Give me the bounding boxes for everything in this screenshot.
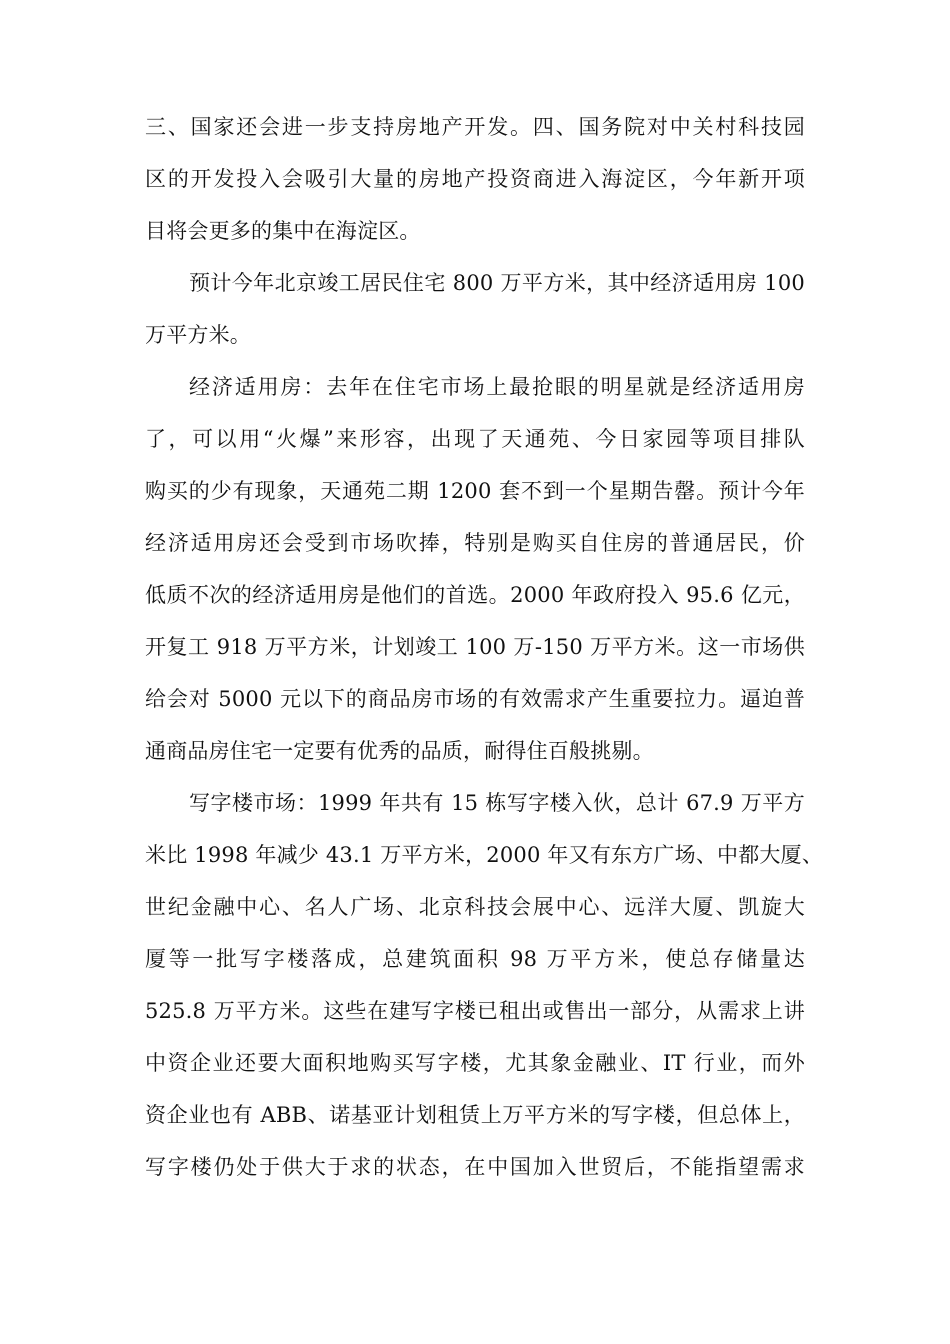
paragraph-line: 米比 1998 年减少 43.1 万平方米，2000 年又有东方广场、中都大厦、 [145,843,824,867]
paragraph-line: 预计今年北京竣工居民住宅 800 万平方米，其中经济适用房 100 [189,271,805,295]
paragraph-line: 通商品房住宅一定要有优秀的品质，耐得住百般挑剔。 [145,739,654,763]
paragraph-line: 区的开发投入会吸引大量的房地产投资商进入海淀区，今年新开项 [145,167,805,191]
paragraph-line: 了，可以用“火爆”来形容，出现了天通苑、今日家园等项目排队 [145,427,805,451]
paragraph-line: 厦等一批写字楼落成，总建筑面积 98 万平方米，使总存储量达 [145,947,805,971]
paragraph-line: 万平方米。 [145,323,251,347]
paragraph-line: 525.8 万平方米。这些在建写字楼已租出或售出一部分，从需求上讲 [145,999,805,1023]
paragraph-line: 写字楼仍处于供大于求的状态，在中国加入世贸后，不能指望需求 [145,1155,805,1179]
paragraph-line: 低质不次的经济适用房是他们的首选。2000 年政府投入 95.6 亿元， [145,583,805,607]
paragraph-line: 中资企业还要大面积地购买写字楼，尤其象金融业、IT 行业，而外 [145,1051,805,1075]
paragraph-line: 经济适用房：去年在住宅市场上最抢眼的明星就是经济适用房 [189,375,805,399]
paragraph-line: 写字楼市场：1999 年共有 15 栋写字楼入伙，总计 67.9 万平方 [189,791,805,815]
paragraph-line: 世纪金融中心、名人广场、北京科技会展中心、远洋大厦、凯旋大 [145,895,805,919]
paragraph-line: 三、国家还会进一步支持房地产开发。四、国务院对中关村科技园 [145,115,805,139]
paragraph-line: 开复工 918 万平方米，计划竣工 100 万-150 万平方米。这一市场供 [145,635,805,659]
paragraph-line: 给会对 5000 元以下的商品房市场的有效需求产生重要拉力。逼迫普 [145,687,805,711]
paragraph-line: 购买的少有现象，天通苑二期 1200 套不到一个星期告罄。预计今年 [145,479,805,503]
paragraph-line: 资企业也有 ABB、诺基亚计划租赁上万平方米的写字楼，但总体上， [145,1103,805,1127]
paragraph-line: 目将会更多的集中在海淀区。 [145,219,421,243]
paragraph-line: 经济适用房还会受到市场吹捧，特别是购买自住房的普通居民，价 [145,531,805,555]
